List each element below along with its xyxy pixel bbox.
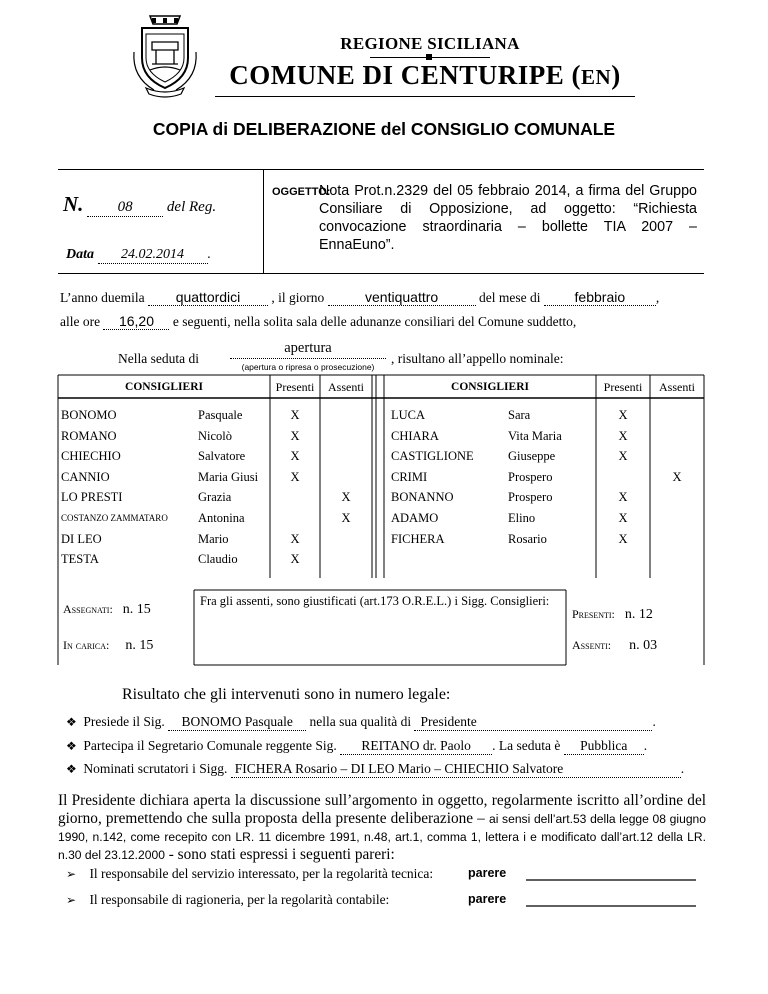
assenti-summary: [572, 636, 657, 654]
parere-tecnico-text: Il responsabile del servizio interessato, per la regolarità tecnica:: [89, 866, 434, 881]
diamond-bullet-icon: ❖: [66, 715, 77, 729]
presidente-label: Presiede il Sig.: [83, 714, 165, 729]
table-header-consiglieri-right: CONSIGLIERI: [451, 381, 529, 393]
reg-label: del Reg.: [166, 199, 217, 215]
seduta-after: , risultano all’appello nominale:: [391, 351, 564, 366]
table-cell-l-sur: CANNIO: [61, 469, 110, 484]
table-cell-r-a: X: [672, 469, 682, 484]
comune-title: COMUNE DI CENTURIPE: [229, 60, 565, 90]
table-cell-r-sur: ADAMO: [391, 511, 439, 525]
table-cell-r-sur: CASTIGLIONE: [391, 449, 474, 464]
table-cell-l-sur: TESTA: [61, 552, 99, 567]
arrow-bullet-icon: ➢: [66, 893, 77, 907]
table-cell-r-sur: BONANNO: [391, 490, 454, 505]
body-p1-end: - sono stati espressi i seguenti pareri:: [168, 846, 395, 863]
seduta-label-2: . La seduta è: [492, 738, 561, 753]
intro-giorno-value: ventiquattro: [328, 289, 476, 306]
data-label: Data: [66, 247, 94, 262]
parere-contabile-label: parere: [468, 892, 507, 906]
table-cell-l-name: Nicolò: [198, 428, 233, 443]
bullet-segretario: ❖ Partecipa il Segretario Comunale reggente Sig. REITANO dr. Paolo . La seduta è Pubblica .: [66, 738, 648, 753]
intro-ore-after: e seguenti, nella solita sala delle adunanze consiliari del Comune suddetto,: [172, 314, 577, 329]
table-cell-l-p: X: [290, 469, 300, 484]
table-cell-r-name: Prospero: [508, 469, 553, 484]
table-cell-r-p: X: [618, 428, 628, 443]
assenti-summary-value: n. 03: [629, 638, 658, 653]
table-header-presenti-right: Presenti: [603, 380, 643, 394]
table-cell-l-name: Mario: [198, 531, 229, 546]
assenti-summary-label: Assenti:: [572, 638, 612, 652]
body-paragraph: [58, 792, 706, 864]
table-cell-l-sur: CHIECHIO: [61, 449, 121, 464]
bullet-scrutatori: ❖ Nominati scrutatori i Sigg. FICHERA Rosario – DI LEO Mario – CHIECHIO Salvatore .: [66, 761, 685, 776]
in-carica-label: In carica:: [63, 638, 110, 652]
intro-mese-value: febbraio: [544, 289, 656, 306]
parere-tecnico-row: [66, 866, 706, 882]
numero-legale: Risultato che gli intervenuti sono in numero legale:: [122, 686, 451, 703]
table-header-assenti-right: Assenti: [659, 380, 695, 394]
presenti-summary: [572, 605, 653, 623]
table-cell-r-p: X: [618, 531, 628, 546]
province: (EN): [571, 60, 621, 90]
seduta-value: apertura: [284, 340, 332, 356]
table-cell-r-name: Prospero: [508, 490, 553, 505]
presidente-name: BONOMO Pasquale: [168, 714, 306, 731]
body-p1-legal-ref: ai sensi dell’art.53 della legge 08 giugno 1990, n.142, come recepito con LR. 11 dicembre 1991, n.48, art.1, comma 1, lettera i e modificato dall’art.12 della LR. n.30 del 23.12.2000: [58, 812, 706, 862]
table-cell-r-sur: FICHERA: [391, 531, 445, 546]
body-p1: Il Presidente dichiara aperta la discussione sull’argomento in oggetto, regolarmente iscritto all’ordine del giorno, premettendo che sulla proposta della presente deliberazione –: [58, 792, 706, 827]
table-cell-l-name: Antonina: [198, 511, 245, 525]
table-cell-r-sur: LUCA: [391, 408, 426, 422]
segretario-label: Partecipa il Segretario Comunale reggente Sig.: [83, 738, 337, 753]
table-cell-l-a: X: [341, 490, 351, 505]
n-value: 08: [87, 199, 163, 217]
parere-contabile-row: [66, 892, 706, 908]
oggetto-label: OGGETTO:: [272, 186, 331, 198]
seduta-tipo: Pubblica: [564, 738, 644, 755]
bullet-presidente: ❖ Presiede il Sig. BONOMO Pasquale nella sua qualità di Presidente .: [66, 714, 656, 729]
parere-tecnico-label: parere: [468, 866, 507, 880]
table-cell-l-name: Grazia: [198, 490, 232, 505]
intro-line-1: L’anno duemila quattordici , il giorno ventiquattro del mese di febbraio ,: [60, 289, 660, 305]
table-cell-r-p: X: [618, 449, 628, 464]
diamond-bullet-icon: ❖: [66, 762, 77, 776]
table-cell-l-sur: COSTANZO ZAMMATARO: [61, 513, 168, 523]
table-cell-r-name: Elino: [508, 511, 536, 525]
table-cell-l-name: Maria Giusi: [198, 469, 259, 484]
assegnati: [63, 600, 151, 618]
arrow-bullet-icon: ➢: [66, 867, 77, 881]
table-cell-l-p: X: [290, 552, 300, 567]
province-code: EN: [581, 65, 612, 89]
parere-contabile-text: Il responsabile di ragioneria, per la regolarità contabile:: [89, 892, 390, 907]
intro-ore-value: 16,20: [103, 313, 169, 330]
presidente-role: Presidente: [414, 714, 652, 731]
oggetto-text: Nota Prot.n.2329 del 05 febbraio 2014, a firma del Gruppo Consiliare di Opposizione, ad oggetto: “Richiesta convocazione straordinaria – bollette TIA 2007 – EnnaEuno”.: [319, 183, 697, 253]
in-carica-value: n. 15: [125, 638, 154, 653]
table-cell-r-sur: CHIARA: [391, 428, 439, 443]
table-cell-r-p: X: [618, 511, 628, 525]
assegnati-label: Assegnati:: [63, 602, 113, 616]
table-cell-l-p: X: [290, 449, 300, 464]
intro-anno-label: L’anno duemila: [60, 290, 145, 305]
presenti-summary-label: Presenti:: [572, 607, 615, 621]
intro-anno-value: quattordici: [148, 289, 268, 306]
table-cell-l-sur: LO PRESTI: [61, 490, 123, 505]
seduta-label: Nella seduta di: [118, 351, 199, 366]
table-cell-r-p: X: [618, 408, 628, 422]
table-header-presenti-left: Presenti: [275, 380, 315, 394]
table-cell-r-name: Giuseppe: [508, 449, 556, 464]
scrutatori-names: FICHERA Rosario – DI LEO Mario – CHIECHIO Salvatore: [231, 761, 681, 778]
seduta-hint: (apertura o ripresa o prosecuzione): [241, 362, 375, 372]
reg-date: Data 24.02.2014 .: [66, 247, 211, 262]
table-cell-l-name: Pasquale: [198, 408, 243, 422]
scrutatori-label: Nominati scrutatori i Sigg.: [83, 761, 228, 776]
table-cell-l-sur: BONOMO: [61, 408, 117, 422]
intro-mese-label: del mese di: [478, 290, 541, 305]
table-cell-l-p: X: [290, 408, 300, 422]
table-cell-l-p: X: [290, 428, 300, 443]
region-name: REGIONE SICILIANA: [340, 34, 520, 53]
table-header-consiglieri-left: CONSIGLIERI: [125, 381, 203, 393]
data-value: 24.02.2014: [98, 247, 208, 264]
table-cell-l-p: X: [290, 531, 300, 546]
table-cell-l-sur: ROMANO: [61, 428, 117, 443]
document-title: COPIA di DELIBERAZIONE del CONSIGLIO COMUNALE: [152, 119, 616, 139]
table-cell-l-name: Claudio: [198, 552, 238, 567]
in-carica: [63, 636, 153, 654]
giustificati-text: Fra gli assenti, sono giustificati (art.173 O.R.E.L.) i Sigg. Consiglieri:: [200, 594, 550, 608]
presidente-qualita: nella sua qualità di: [309, 714, 412, 729]
table-cell-r-name: Sara: [508, 408, 531, 422]
intro-ore-label: alle ore: [60, 314, 101, 329]
diamond-bullet-icon: ❖: [66, 739, 77, 753]
table-cell-r-name: Vita Maria: [508, 428, 562, 443]
table-cell-r-p: X: [618, 490, 628, 505]
table-cell-l-name: Salvatore: [198, 449, 246, 464]
table-header-assenti-left: Assenti: [328, 380, 364, 394]
table-cell-r-sur: CRIMI: [391, 469, 428, 484]
segretario-name: REITANO dr. Paolo: [340, 738, 492, 755]
table-cell-l-sur: DI LEO: [61, 531, 102, 546]
table-cell-l-a: X: [341, 511, 351, 525]
intro-giorno-label: , il giorno: [271, 290, 325, 305]
n-label: N.: [63, 192, 84, 216]
assegnati-value: n. 15: [122, 602, 151, 617]
table-cell-r-name: Rosario: [508, 531, 547, 546]
presenti-summary-value: n. 12: [624, 607, 653, 622]
